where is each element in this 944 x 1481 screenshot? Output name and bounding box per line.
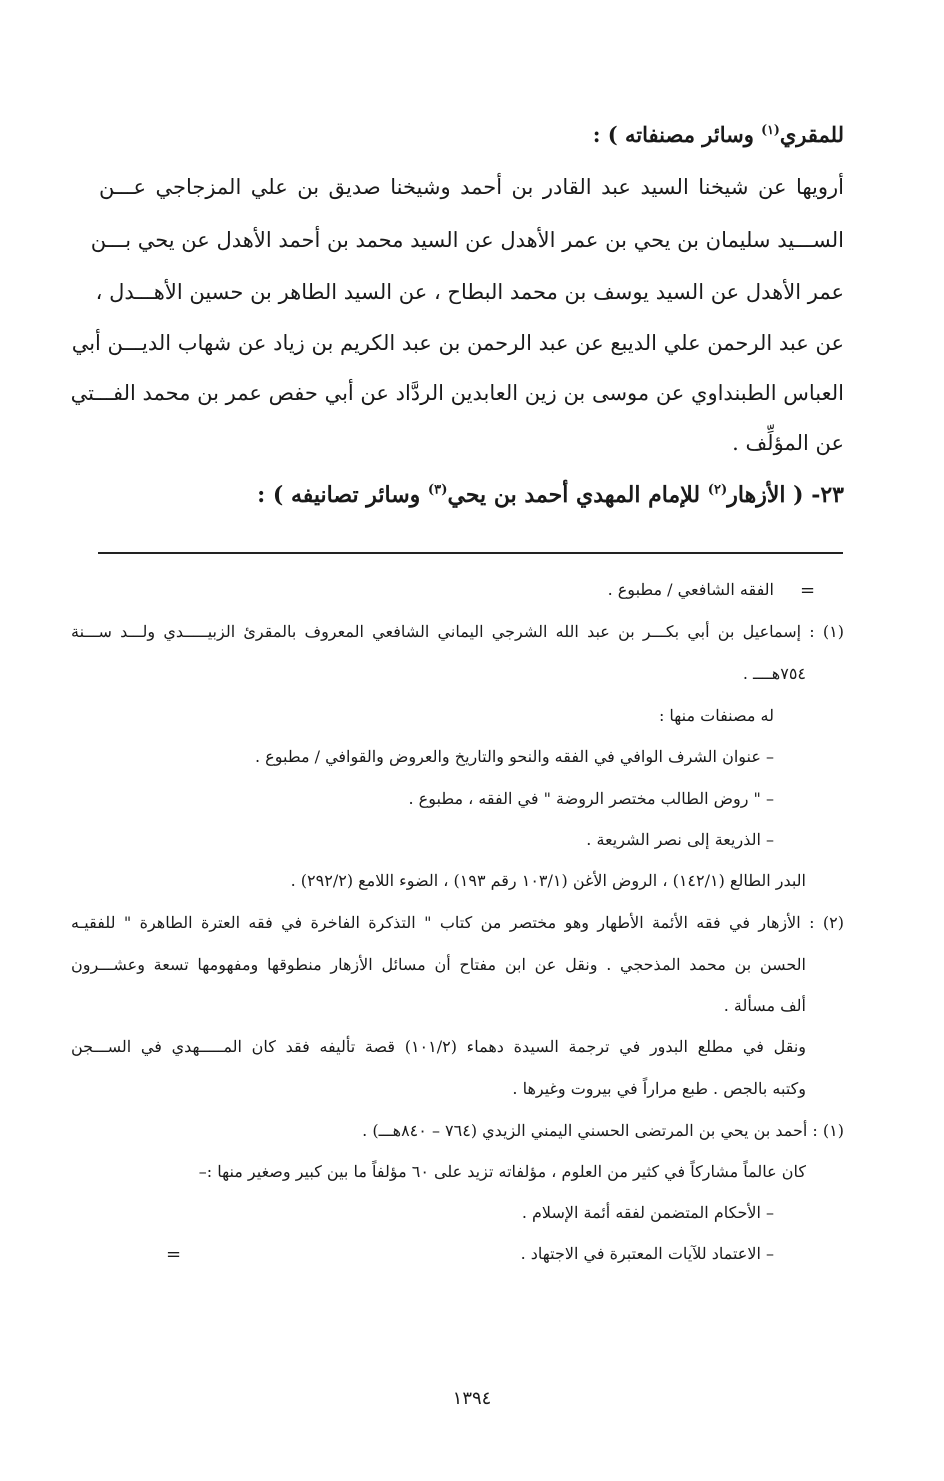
body-line: أرويها عن شيخنا السيد عبد القادر بن أحمد وشيخنا صديق بن علي المزجاجي عـــن [99, 175, 844, 199]
footnote-line: ألف مسألة . [723, 996, 806, 1015]
body-line: عن المؤلِّف . [732, 431, 844, 455]
footnote-line: – الذريعة إلى نصر الشريعة . [586, 830, 774, 849]
footnote-line: ٧٥٤هــــ . [742, 664, 806, 683]
footnote-line: – " روض الطالب مختصر الروضة " في الفقه ، مطبوع . [408, 789, 774, 808]
entry-23-heading: ٢٣- ( الأزهار$^{(٢)}$ للإمام المهدي أحمد بن يحي$^{(٣)}$ وسائر تصانيفه ) : [257, 482, 844, 508]
footnote-line: – الاعتماد للآيات المعتبرة في الاجتهاد . [520, 1244, 774, 1263]
footnote-ref: (٢) [707, 482, 728, 498]
footnote-line: له مصنفات منها : [658, 706, 774, 725]
footnote-ref: (١) [761, 122, 780, 137]
body-line: عن عبد الرحمن علي الديبع عن عبد الرحمن بن عبد الكريم بن زياد عن شهاب الديـــن أبي [71, 331, 844, 355]
page-number: ١٣٩٤ [452, 1388, 492, 1409]
body-line: العباس الطبنداوي عن موسى بن زين العابدين الردَّاد عن أبي حفص عمر بن محمد الفـــتي [70, 381, 844, 405]
footnote-line: (١) : أحمد بن يحي بن المرتضى الحسني اليمني الزيدي (٧٦٤ – ٨٤٠هـــ) . [362, 1121, 844, 1140]
footnote-separator [98, 552, 843, 554]
footnote-line: كان عالماً مشاركاً في كثير من العلوم ، مؤلفاته تزيد على ٦٠ مؤلفاً ما بين كبير وصغير منها :– [198, 1162, 806, 1181]
continuation-marker: = [166, 1244, 182, 1265]
footnote-line: – عنوان الشرف الوافي في الفقه والنحو والتاريخ والعروض والقوافي / مطبوع . [255, 747, 774, 766]
footnote-line: وكتبه بالجص . طبع مراراً في بيروت وغيرها . [512, 1079, 806, 1098]
footnote-line: ونقل في مطلع البدور في ترجمة السيدة دهماء (١٠١/٢) قصة تأليفه فقد كان المـــــهدي في الســـجن [71, 1037, 806, 1056]
footnote-line: البدر الطالع (١٤٢/١) ، الروض الأغن (١٠٣/١ رقم ١٩٣) ، الضوء اللامع (٢٩٢/٢) . [290, 871, 806, 890]
footnote-line: (١) : إسماعيل بن أبي بكـــر بن عبد الله الشرجي اليماني الشافعي المعروف بالمقرئ الزبيـــــدي ولـــد ســـنة [71, 622, 844, 641]
footnote-line: (٢) : الأزهار في فقه الأئمة الأطهار وهو مختصر من كتاب " التذكرة الفاخرة في فقه العترة الطاهرة " للفقيـه [71, 913, 844, 932]
footnote-ref: (٣) [427, 482, 448, 498]
body-line: الســـيد سليمان بن يحي بن عمر الأهدل عن السيد محمد بن أحمد الأهدل عن يحي بـــن [90, 228, 844, 252]
continuation-marker: = [800, 580, 816, 601]
footnote-line: الحسن بن محمد المذحجي . ونقل عن ابن مفتاح أن مسائل الأزهار منطوقها ومفهومها تسعة وعشـــرون [71, 955, 806, 974]
footnote-continuation: الفقه الشافعي / مطبوع . [607, 580, 774, 599]
body-line: عمر الأهدل عن السيد يوسف بن محمد البطاح ، عن السيد الطاهر بن حسين الأهـــدل ، [95, 280, 844, 304]
section-heading: للمقري$^{(١)}$ وسائر مصنفاته ) : [592, 122, 844, 147]
footnote-line: – الأحكام المتضمن لفقه أئمة الإسلام . [521, 1203, 774, 1222]
